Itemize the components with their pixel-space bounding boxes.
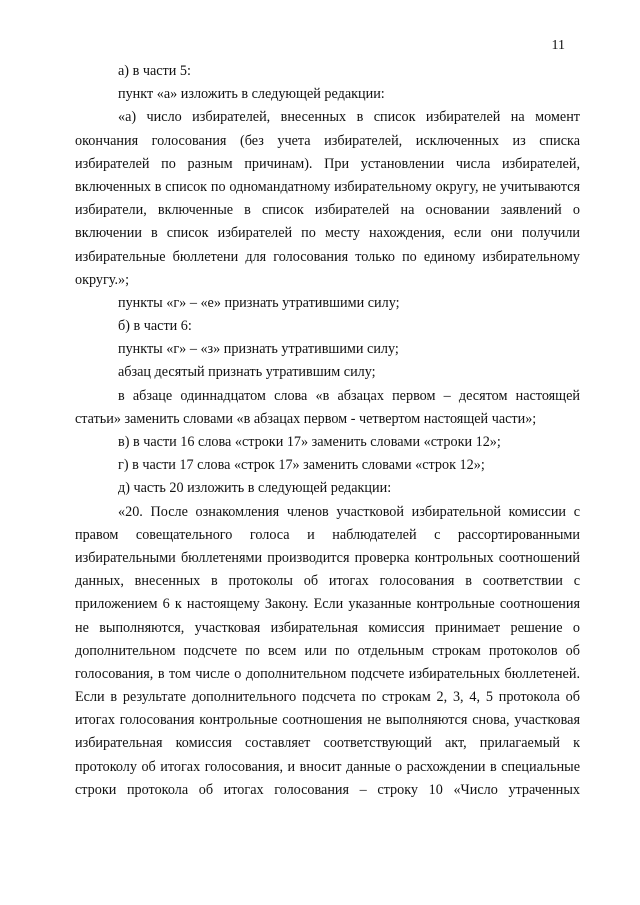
text-line: избирательными бюллетенями производится проверка контрольных соотношений — [75, 549, 580, 566]
text-line: приложением 6 к настоящему Закону. Если указанные контрольные соотношения — [75, 596, 580, 613]
text-line: протоколу об итогах голосования, и вносит данные о расхождении в специальные — [75, 758, 580, 775]
text-line: включенных в список по одномандатному избирательному округу, не учитываются — [75, 178, 580, 195]
text-line: абзац десятый признать утратившим силу; — [118, 364, 376, 381]
text-line: Если в результате дополнительного подсчета по строкам 2, 3, 4, 5 протокола об — [75, 689, 580, 706]
text-line: избирательные бюллетени для голосования только по единому избирательному — [75, 248, 580, 265]
text-line: избирательная комиссия составляет соответствующий акт, прилагаемый к — [75, 735, 580, 752]
page-number: 11 — [551, 38, 565, 53]
text-line: избирателей по разным причинам). При установлении числа избирателей, — [75, 155, 580, 172]
text-line: данных, внесенных в протоколы об итогах голосования в соответствии с — [75, 573, 580, 590]
text-line: дополнительном подсчете по всем или по отдельным строкам протоколов об — [75, 642, 580, 659]
text-line: окончания голосования (без учета избирателей, исключенных из списка — [75, 132, 580, 149]
text-line: округу.»; — [75, 271, 130, 288]
text-line: голосования, в том числе о дополнительном подсчете избирательных бюллетеней. — [75, 665, 580, 682]
text-line: избиратели, включенные в список избирателей на основании заявлений о — [75, 202, 580, 219]
text-line: правом совещательного голоса и наблюдателей с рассортированными — [75, 526, 580, 543]
text-line: строки протокола об итогах голосования – строку 10 «Число утраченных — [75, 781, 580, 798]
text-line: б) в части 6: — [118, 318, 192, 335]
text-line: пункты «г» – «з» признать утратившими силу; — [118, 341, 399, 358]
text-line: а) в части 5: — [118, 63, 191, 79]
text-line: «а) число избирателей, внесенных в список избирателей на момент — [118, 109, 580, 126]
text-line: в) в части 16 слова «строки 17» заменить словами «строки 12»; — [118, 434, 501, 450]
text-line: статьи» заменить словами «в абзацах первом - четвертом настоящей части»; — [75, 410, 537, 427]
text-line: «20. После ознакомления членов участковой избирательной комиссии с — [118, 503, 580, 520]
text-line: пункты «г» – «е» признать утратившими силу; — [118, 294, 400, 311]
document-body — [75, 60, 580, 802]
text-line: включении в список избирателей по месту нахождения, если они получили — [75, 225, 580, 242]
text-line: не выполняются, участковая избирательная комиссия принимает решение о — [75, 619, 580, 636]
text-line: д) часть 20 изложить в следующей редакции: — [118, 480, 392, 497]
text-line: итогах голосования контрольные соотношения не выполняются снова, участковая — [75, 712, 580, 729]
text-line: в абзаце одиннадцатом слова «в абзацах первом – десятом настоящей — [118, 387, 580, 404]
text-line: г) в части 17 слова «строк 17» заменить словами «строк 12»; — [118, 457, 485, 474]
text-line: пункт «а» изложить в следующей редакции: — [118, 86, 385, 103]
